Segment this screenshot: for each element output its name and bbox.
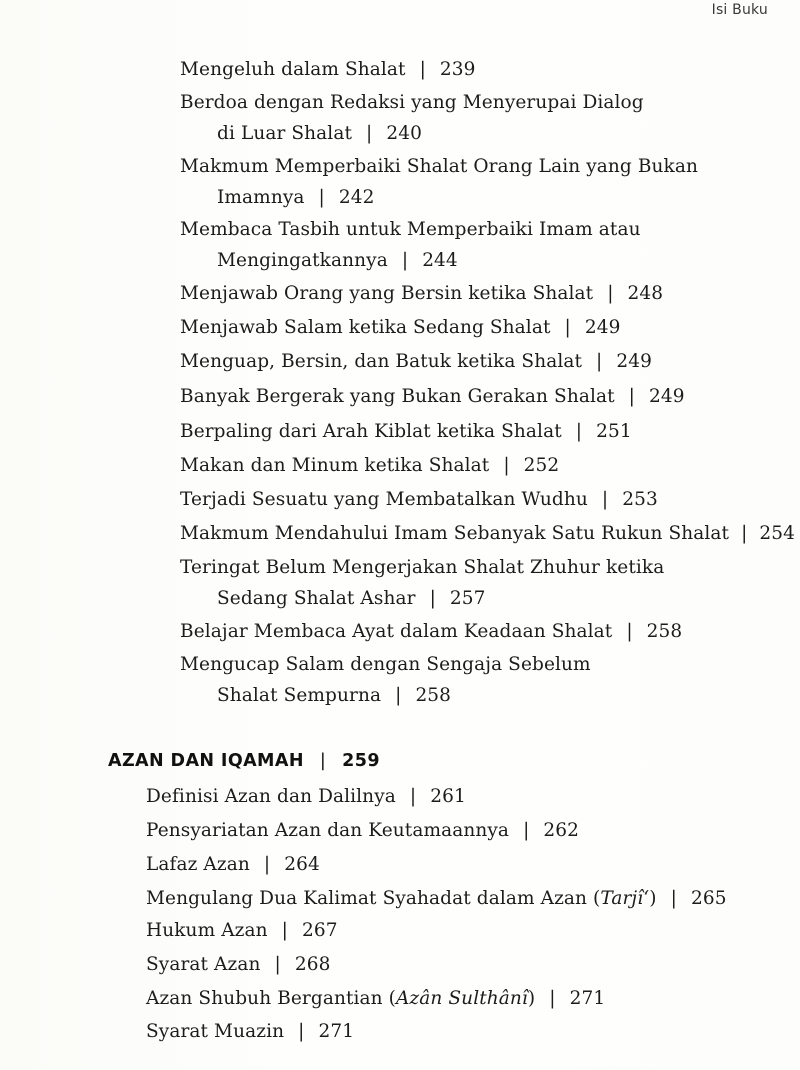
entry-title: Makmum Mendahului Imam Sebanyak Satu Rukun Shalat <box>180 523 730 544</box>
entry-title: Teringat Belum Mengerjakan Shalat Zhuhur ketika <box>180 557 665 578</box>
entry-page: 254 <box>759 523 796 544</box>
entry-page: 248 <box>627 283 664 304</box>
entry-title: Makmum Memperbaiki Shalat Orang Lain yang Bukan <box>180 156 698 177</box>
separator: | <box>395 685 402 706</box>
entry-title: Membaca Tasbih untuk Memperbaiki Imam atau <box>180 219 641 240</box>
entry-title: Syarat Azan <box>146 954 261 975</box>
separator: | <box>429 588 436 609</box>
separator: | <box>318 187 325 208</box>
entry-page: 249 <box>616 351 652 372</box>
entry-title-continuation: Sedang Shalat Ashar <box>217 588 416 609</box>
toc-entry <box>180 214 641 276</box>
entry-page: 244 <box>422 250 458 271</box>
entry-page: 267 <box>302 920 338 941</box>
entry-title: Mengeluh dalam Shalat <box>180 59 406 80</box>
toc-entry <box>146 781 466 812</box>
separator: | <box>503 455 510 476</box>
entry-title-continuation: Shalat Sempurna <box>217 685 382 706</box>
entry-page: 264 <box>284 854 320 875</box>
separator: | <box>401 250 409 271</box>
toc-entry <box>180 552 664 614</box>
separator: | <box>419 59 426 80</box>
entry-title-suffix: ) <box>649 888 657 909</box>
separator: | <box>298 1021 305 1042</box>
toc-entry <box>180 151 698 213</box>
toc-entry <box>146 949 330 980</box>
separator: | <box>274 954 281 975</box>
entry-page: 271 <box>318 1021 355 1042</box>
entry-title: Belajar Membaca Ayat dalam Keadaan Shalat <box>180 621 613 642</box>
toc-entry <box>180 450 559 481</box>
toc-entry <box>180 518 795 549</box>
toc-entry <box>180 616 682 647</box>
entry-title: Berdoa dengan Redaksi yang Menyerupai Dialog <box>180 92 644 113</box>
entry-title: Banyak Bergerak yang Bukan Gerakan Shalat <box>180 386 615 407</box>
entry-title: Terjadi Sesuatu yang Membatalkan Wudhu <box>180 489 588 510</box>
entry-page: 258 <box>646 621 683 642</box>
toc-entry <box>180 416 632 447</box>
separator: | <box>281 920 288 941</box>
entry-title: Mengucap Salam dengan Sengaja Sebelum <box>180 654 591 675</box>
entry-title: Azan Shubuh Bergantian ( <box>146 988 396 1009</box>
toc-entry <box>180 346 652 377</box>
separator: | <box>601 489 609 510</box>
toc-entry <box>146 915 338 946</box>
toc-entry <box>146 849 320 880</box>
entry-page: 265 <box>690 888 727 909</box>
entry-page: 253 <box>622 489 658 510</box>
separator: | <box>626 621 633 642</box>
entry-page: 262 <box>543 820 580 841</box>
entry-page: 242 <box>338 187 375 208</box>
toc-entry <box>180 381 685 412</box>
entry-title: Makan dan Minum ketika Shalat <box>180 455 490 476</box>
entry-title-italic: Azân Sulthânî <box>395 988 528 1009</box>
entry-page: 240 <box>386 123 422 144</box>
separator: | <box>523 820 530 841</box>
entry-page: 268 <box>294 954 331 975</box>
section-page: 259 <box>342 751 380 771</box>
toc-entry <box>180 484 658 515</box>
entry-page: 249 <box>584 317 621 338</box>
entry-title: Syarat Muazin <box>146 1021 285 1042</box>
entry-title: Menguap, Bersin, dan Batuk ketika Shalat <box>180 351 583 372</box>
toc-entry <box>180 278 663 309</box>
separator: | <box>575 421 583 442</box>
entry-title-continuation: Mengingatkannya <box>217 250 388 271</box>
section-heading <box>108 748 380 774</box>
toc-entry <box>180 87 644 149</box>
toc-entry <box>180 649 591 711</box>
entry-page: 249 <box>649 386 685 407</box>
toc-entry <box>180 54 476 85</box>
entry-title-suffix: ) <box>527 988 536 1009</box>
separator: | <box>409 786 417 807</box>
entry-page: 257 <box>449 588 486 609</box>
entry-title-continuation: di Luar Shalat <box>217 123 352 144</box>
toc-entry <box>146 983 605 1014</box>
separator: | <box>366 123 373 144</box>
toc-entry <box>146 883 727 914</box>
separator: | <box>319 751 327 771</box>
entry-title: Menjawab Orang yang Bersin ketika Shalat <box>180 283 594 304</box>
entry-title: Mengulang Dua Kalimat Syahadat dalam Azan ( <box>146 888 601 909</box>
entry-title: Definisi Azan dan Dalilnya <box>146 786 396 807</box>
entry-page: 239 <box>439 59 476 80</box>
entry-page: 271 <box>569 988 606 1009</box>
entry-title: Pensyariatan Azan dan Keutamaannya <box>146 820 510 841</box>
separator: | <box>564 317 571 338</box>
entry-page: 261 <box>430 786 466 807</box>
entry-title-italic: Tarjî‘ <box>600 888 650 909</box>
entry-page: 252 <box>523 455 560 476</box>
entry-page: 258 <box>415 685 452 706</box>
entry-title: Hukum Azan <box>146 920 268 941</box>
separator: | <box>596 351 603 372</box>
entry-title: Lafaz Azan <box>146 854 250 875</box>
entry-title-continuation: Imamnya <box>217 187 305 208</box>
entry-title: Berpaling dari Arah Kiblat ketika Shalat <box>180 421 562 442</box>
toc-entry <box>146 815 579 846</box>
entry-page: 251 <box>596 421 632 442</box>
separator: | <box>670 888 677 909</box>
toc-entry <box>146 1016 354 1047</box>
section-title: AZAN DAN IQAMAH <box>108 751 304 771</box>
separator: | <box>549 988 556 1009</box>
separator: | <box>741 523 748 544</box>
toc-entry <box>180 312 620 343</box>
running-head: Isi Buku <box>711 2 768 18</box>
separator: | <box>607 283 614 304</box>
entry-title: Menjawab Salam ketika Sedang Shalat <box>180 317 551 338</box>
separator: | <box>628 386 635 407</box>
separator: | <box>263 854 271 875</box>
